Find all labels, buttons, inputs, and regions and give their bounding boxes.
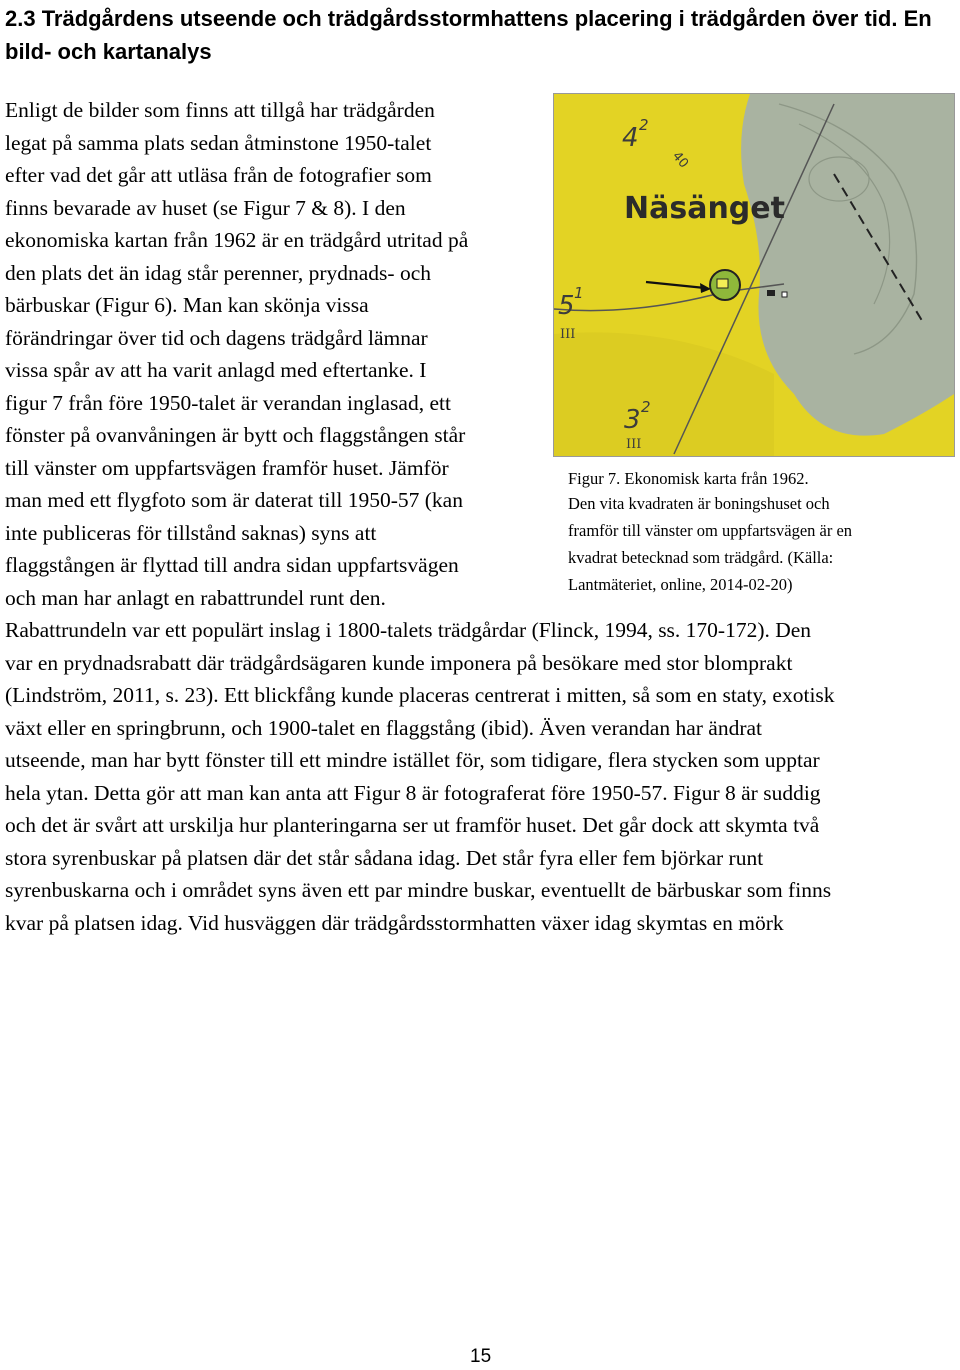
body-line: inte publiceras för tillstånd saknas) syns att bbox=[5, 521, 377, 545]
body-line: utseende, man har bytt fönster till ett mindre istället för, som tidigare, flera stycken som upptar bbox=[5, 748, 820, 772]
body-line: var en prydnadsrabatt där trädgårdsägaren kunde imponera på besökare med stor blomprakt bbox=[5, 651, 793, 675]
place-name-label: Näsänget bbox=[624, 191, 785, 226]
body-line: Rabattrundeln var ett populärt inslag i 1800-talets trädgårdar (Flinck, 1994, ss. 170-172). Den bbox=[5, 618, 812, 642]
parcel-label: 4 bbox=[622, 123, 639, 153]
body-line: flaggstången är flyttad till andra sidan uppfartsvägen bbox=[5, 553, 459, 577]
body-line: Enligt de bilder som finns att tillgå har trädgården bbox=[5, 98, 435, 122]
parcel-label: 5 bbox=[558, 291, 575, 321]
body-line: fönster på ovanvåningen är bytt och flaggstången står bbox=[5, 423, 466, 447]
body-line: finns bevarade av huset (se Figur 7 & 8). I den bbox=[5, 196, 406, 220]
garden-square bbox=[717, 279, 728, 288]
economic-map-figure bbox=[553, 93, 955, 457]
body-line: vissa spår av att ha varit anlagd med eftertanke. I bbox=[5, 358, 427, 382]
body-line: efter vad det går att utläsa från de fotografier som bbox=[5, 163, 432, 187]
figure-caption-line: Lantmäteriet, online, 2014-02-20) bbox=[568, 575, 793, 594]
heading-line-2: bild- och kartanalys bbox=[5, 39, 212, 64]
body-line: legat på samma plats sedan åtminstone 1950-talet bbox=[5, 131, 432, 155]
body-line: (Lindström, 2011, s. 23). Ett blickfång kunde placeras centrerat i mitten, så som en staty, exotisk bbox=[5, 683, 835, 707]
body-line: bärbuskar (Figur 6). Man kan skönja vissa bbox=[5, 293, 369, 317]
figure-caption-line: Den vita kvadraten är boningshuset och bbox=[568, 494, 830, 513]
body-line: växt eller en springbrunn, och 1900-talet en flaggstång (ibid). Även verandan har ändrat bbox=[5, 716, 763, 740]
body-line: syrenbuskarna och i området syns även ett par mindre buskar, eventuellt de bärbuskar som finns bbox=[5, 878, 832, 902]
body-line: ekonomiska kartan från 1962 är en trädgård utritad på bbox=[5, 228, 469, 252]
body-line: man med ett flygfoto som är daterat till 1950-57 (kan bbox=[5, 488, 463, 512]
page-number: 15 bbox=[470, 1346, 492, 1367]
house-mark bbox=[782, 292, 787, 297]
parcel-label-sup: 1 bbox=[574, 284, 584, 302]
figure-caption-line: kvadrat betecknad som trädgård. (Källa: bbox=[568, 548, 834, 567]
body-line: förändringar över tid och dagens trädgård lämnar bbox=[5, 326, 428, 350]
body-line: hela ytan. Detta gör att man kan anta att Figur 8 är fotograferat före 1950-57. Figur 8 är suddig bbox=[5, 781, 821, 805]
heading-line-1: 2.3 Trädgårdens utseende och trädgårdsstormhattens placering i trädgården över tid. En bbox=[5, 6, 932, 31]
body-line: och man har anlagt en rabattrundel runt den. bbox=[5, 586, 386, 610]
building-mark bbox=[767, 290, 775, 296]
body-line: till vänster om uppfartsvägen framför huset. Jämför bbox=[5, 456, 449, 480]
body-line: figur 7 från före 1950-talet är verandan inglasad, ett bbox=[5, 391, 451, 415]
parcel-label-sub: III bbox=[626, 437, 642, 452]
section-heading bbox=[5, 2, 945, 68]
parcel-label-sup: 2 bbox=[641, 398, 651, 416]
body-line: kvar på platsen idag. Vid husväggen där trädgårdsstormhatten växer idag skymtas en mörk bbox=[5, 911, 784, 935]
body-line: stora syrenbuskar på platsen där det står sådana idag. Det står fyra eller fem björkar runt bbox=[5, 846, 764, 870]
body-line: den plats det än idag står perenner, prydnads- och bbox=[5, 261, 432, 285]
parcel-label: 3 bbox=[624, 405, 641, 435]
figure-caption-line: Figur 7. Ekonomisk karta från 1962. bbox=[568, 469, 809, 488]
figure-caption-line: framför till vänster om uppfartsvägen är en bbox=[568, 521, 853, 540]
contour-label: 40 bbox=[668, 148, 692, 172]
map-image bbox=[554, 94, 954, 456]
parcel-label-sub: III bbox=[560, 327, 576, 342]
parcel-label-sup: 2 bbox=[639, 116, 649, 134]
body-line: och det är svårt att urskilja hur planteringarna ser ut framför huset. Det går dock att skymta två bbox=[5, 813, 820, 837]
